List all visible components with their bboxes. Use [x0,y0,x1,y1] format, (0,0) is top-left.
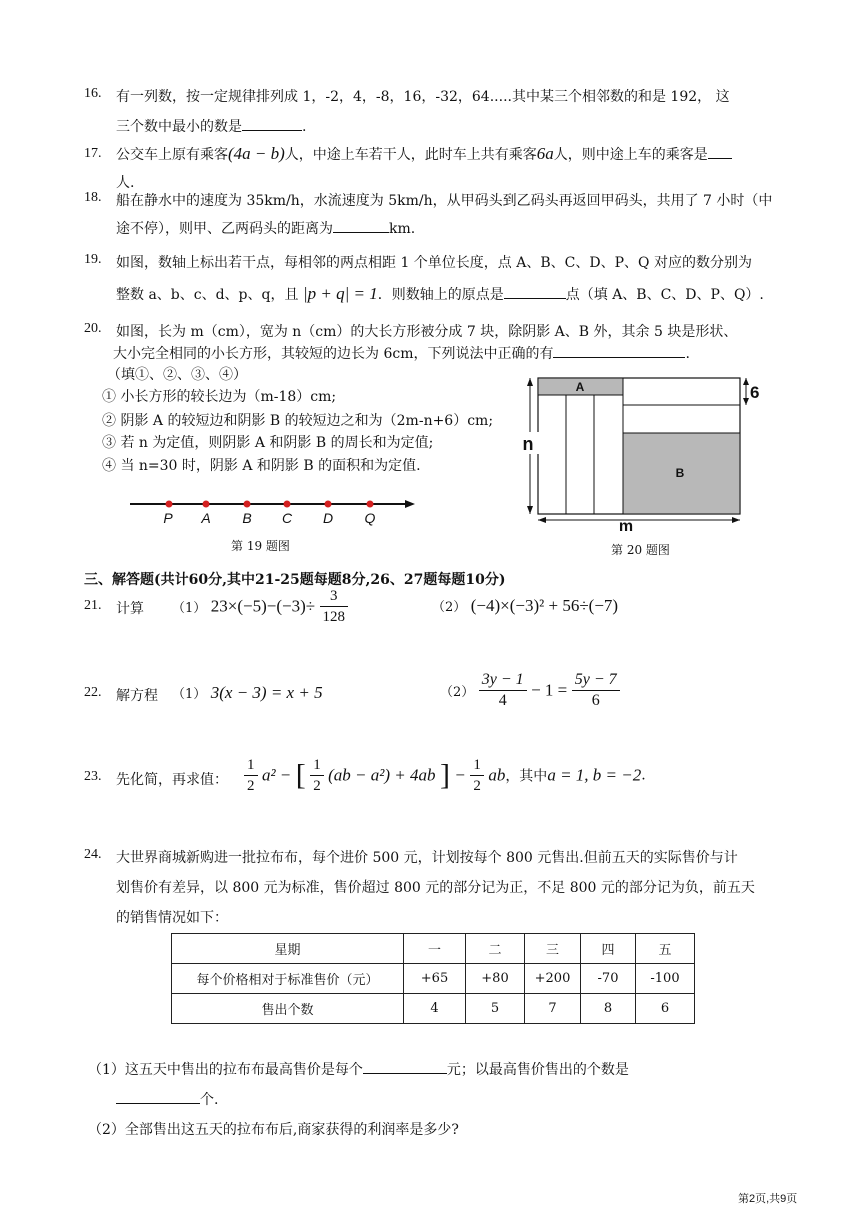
q21-part2: （2） (−4)×(−3)² + 56÷(−7) [432,596,619,615]
table-row: 售出个数 4 5 7 8 6 [172,994,695,1024]
q20-text-line2: 大小完全相同的小长方形，其较短的边长为 6cm，下列说法中正确的有 . [113,343,690,363]
q23-label: 先化简，再求值： [116,772,228,788]
number-line-arrow [405,500,415,508]
q18-text-line1: 船在静水中的速度为 35km/h，水流速度为 5km/h，从甲码头到乙码头再返回甲码头，共用了 7 小时（中 [116,193,773,209]
figure-19-caption: 第 19 题图 [231,539,290,553]
q24-subquestion-2: （2）全部售出这五天的拉布布后,商家获得的利润率是多少? [88,1122,459,1138]
label-d: D [322,510,334,526]
table-row: 每个价格相对于标准售价（元） +65 +80 +200 -70 -100 [172,964,695,994]
rectangle-figure [510,372,770,532]
q23-number: 23. [84,769,102,784]
q20-option-2: ② 阴影 A 的较短边和阴影 B 的较短边之和为（2m-n+6）cm; [102,413,494,429]
answer-blank [363,1059,447,1074]
point-p [166,501,173,508]
q18-text-line2: 途不停），则甲、乙两码头的距离为 km. [116,218,415,238]
q24-text-line2: 划售价有差异，以 800 元为标准，售价超过 800 元的部分记为正，不足 800 元的部分记为负，前五天 [116,880,755,896]
arrow-head [743,378,749,385]
q17-text-line2: 人. [116,175,135,191]
q24-text-line3: 的销售情况如下： [116,910,228,926]
q22-part1: （1） 3(x − 3) = x + 5 [172,683,323,702]
label-b: B [242,510,252,526]
q20-option-4: ④ 当 n=30 时，阴影 A 和阴影 B 的面积和为定值. [102,458,421,474]
point-q [367,501,374,508]
q21-label: 计算 [116,601,144,617]
label-a: A [201,510,211,526]
q21-expression-1: 23×(−5)−(−3)÷ [210,596,316,616]
q20-text-line3: （填①、②、③、④） [107,367,247,383]
page-number: 第2页,共9页 [738,1193,798,1205]
q23-expression: $\frac{1}{2}$ a² − [ $\frac{1}{2}$ (ab − a²) + 4ab ] − $\frac{1}{2}$ ab，其中a = 1, b = −2. [244,755,646,796]
answer-blank [333,218,389,233]
q16-text-line1: 有一列数，按一定规律排列成 1，-2，4，-8，16，-32，64.....其中某三个相邻数的和是 192， 这 [116,89,730,105]
fraction: $\frac{5y - 7}{6}$ [572,670,620,711]
q16-text-line2: 三个数中最小的数是 . [116,116,306,136]
q17-text-line1: 公交车上原有乘客(4a − b)人，中途上车若干人，此时车上共有乘客6a人，则中途上车的乘客是 [116,144,732,164]
label-b: B [675,466,685,480]
fraction: $\frac{1}{2}$ [244,755,258,796]
answer-blank [116,1089,200,1104]
q17-expression-2: 6a [536,144,554,163]
arrow-head [743,398,749,405]
point-c [284,501,291,508]
q20-option-3: ③ 若 n 为定值，则阴影 A 和阴影 B 的周长和为定值; [102,435,434,451]
q20-option-1: ① 小长方形的较长边为（m-18）cm; [102,389,337,405]
q22-label: 解方程 [116,688,158,704]
arrow-head [527,378,533,386]
q16-number: 16. [84,86,102,101]
q19-text-line1: 如图，数轴上标出若干点，每相邻的两点相距 1 个单位长度，点 A、B、C、D、P、Q 对应的数分别为 [116,255,752,271]
fraction: $\frac{1}{2}$ [470,755,484,796]
q19-text-line2: 整数 a、b、c、d、p、q，且 |p + q| = 1．则数轴上的原点是 点（填 A、B、C、D、P、Q）. [116,284,764,303]
label-p: P [163,510,173,526]
label-6: 6 [750,383,760,402]
arrow-head [527,506,533,514]
answer-blank [553,343,685,358]
arrow-head [538,517,546,523]
q19-expression: |p + q| = 1 [302,284,378,303]
table-header-row: 星期 一 二 三 四 五 [172,934,695,964]
section-title: 三、解答题(共计60分,其中21-25题每题8分,26、27题每题10分) [84,572,506,588]
q24-number: 24. [84,847,102,862]
q19-number: 19. [84,252,102,267]
fraction: $\frac{3y - 1}{4}$ [479,670,527,711]
q22-part2: （2） $\frac{3y - 1}{4}$ − 1 = $\frac{5y - 7}{6}$ [440,670,620,711]
q18-number: 18. [84,190,102,205]
figure-20-caption: 第 20 题图 [611,543,670,557]
sales-table [171,933,695,1024]
q20-text-line1: 如图，长为 m（cm），宽为 n（cm）的大长方形被分成 7 块，除阴影 A、B 外，其余 5 块是形状、 [116,324,738,340]
answer-blank [708,144,732,159]
q22-expression-1: 3(x − 3) = x + 5 [210,683,323,702]
point-d [325,501,332,508]
q24-subquestion-1-cont: 个. [116,1089,218,1109]
label-c: C [281,510,293,526]
answer-blank [504,284,566,299]
label-n: n [522,434,534,454]
fraction: $\frac{3}{128}$ [320,586,349,627]
q21-expression-2: (−4)×(−3)² + 56÷(−7) [470,596,619,615]
bracket-open: [ [295,758,306,792]
point-b [244,501,251,508]
q20-number: 20. [84,321,102,336]
label-a: A [575,380,585,394]
label-q: Q [364,510,376,526]
q22-number: 22. [84,685,102,700]
q24-subquestion-1: （1）这五天中售出的拉布布最高售价是每个 元；以最高售价售出的个数是 [88,1059,629,1079]
q17-expression: (4a − b) [228,144,285,163]
point-a [203,501,210,508]
q24-text-line1: 大世界商城新购进一批拉布布，每个进价 500 元，计划按每个 800 元售出.但前五天的实际售价与计 [116,850,738,866]
q21-part1: （1） 23×(−5)−(−3)÷ $\frac{3}{128}$ [172,586,348,627]
fraction: $\frac{1}{2}$ [310,755,324,796]
arrow-head [732,517,740,523]
q17-number: 17. [84,146,102,161]
bracket-close: ] [439,758,450,792]
answer-blank [242,116,302,131]
label-m: m [618,518,634,532]
number-line-figure [120,490,420,526]
q21-number: 21. [84,598,102,613]
